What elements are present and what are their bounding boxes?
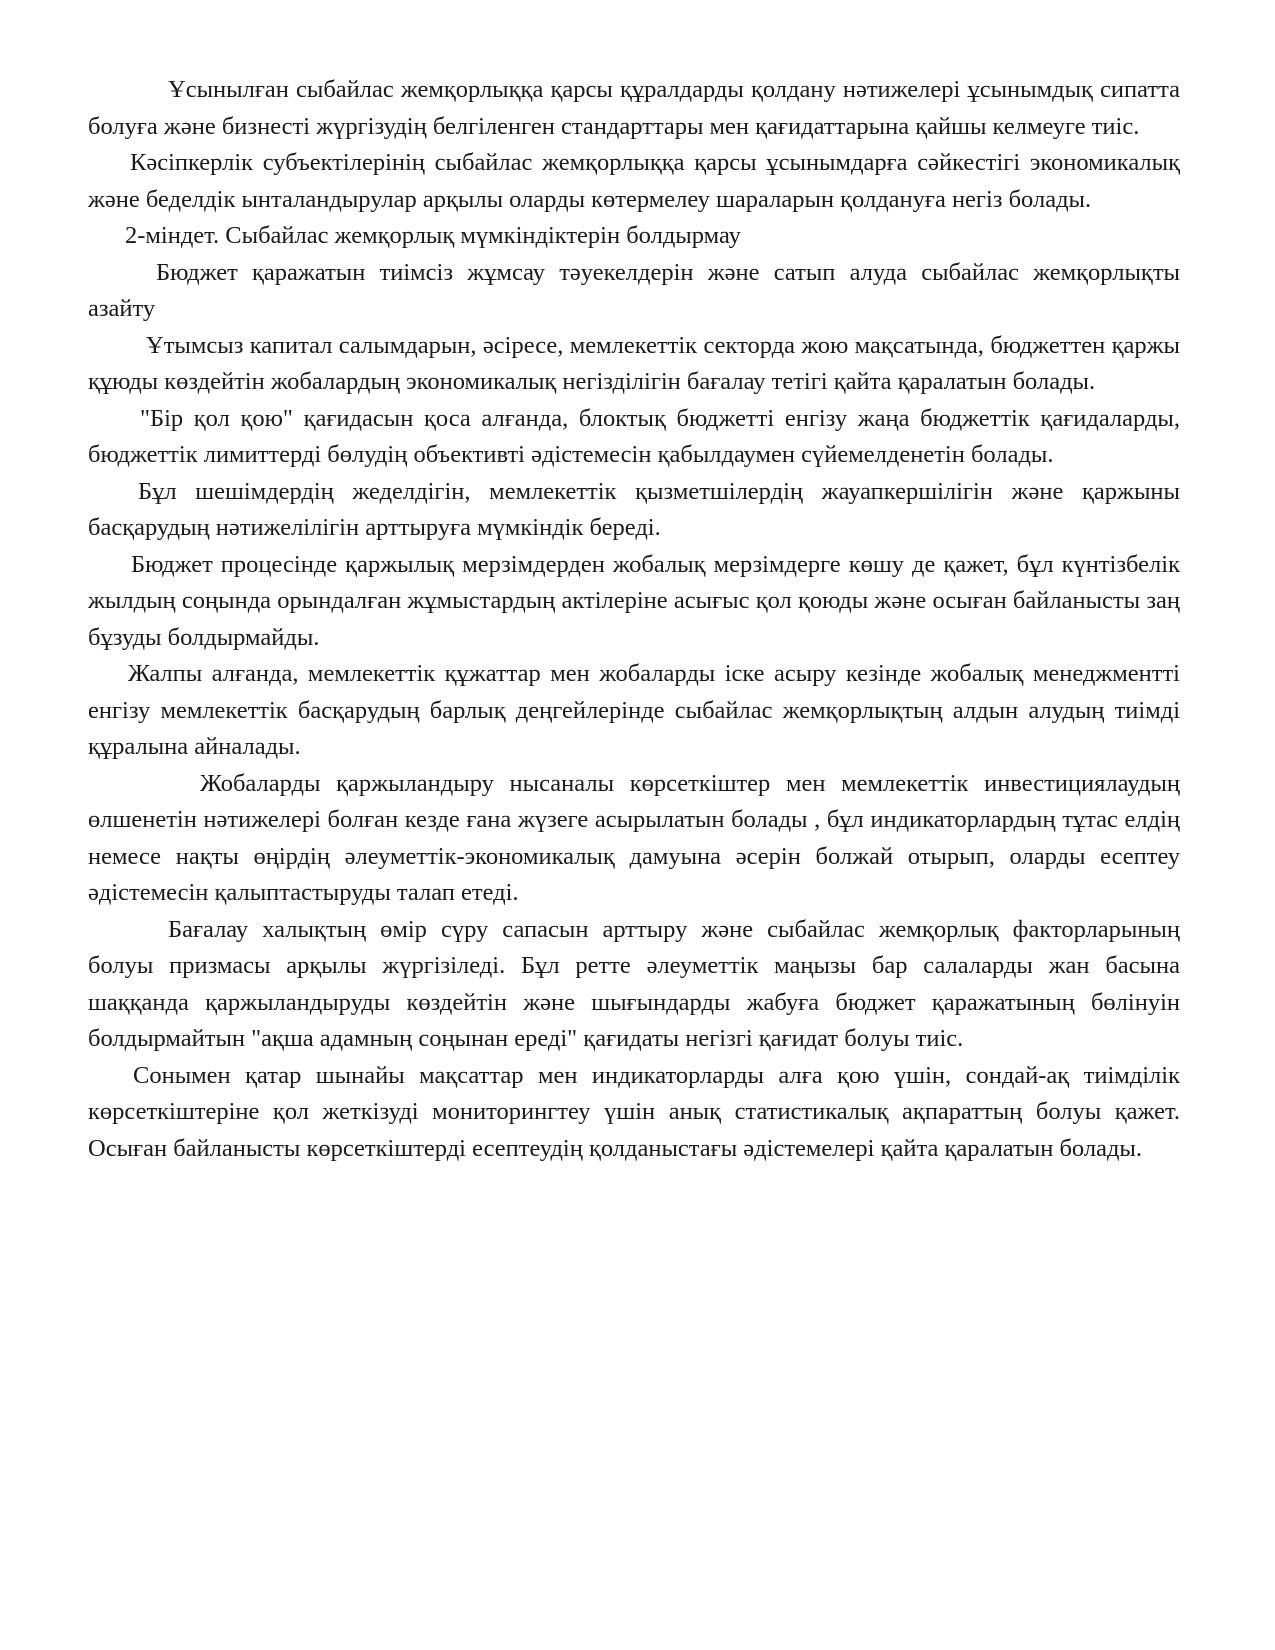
paragraph-project-financing: Жобаларды қаржыландыру нысаналы көрсеткіштер мен мемлекеттік инвестициялаудың өлшенетін нәтижелері болған кезде ғана жүзеге асырылатын болады , бұл индикаторлардың тұтас елдің немесе нақты өңірдің әлеуметтік-экономикалық дамуына әсерін болжай отырып, оларды есептеу әдістемесін қалыптастыруды талап етеді.	[88, 769, 1180, 906]
task-heading: 2-міндет. Сыбайлас жемқорлық мүмкіндіктерін болдырмау	[125, 222, 741, 249]
paragraph-decision-speed: Бұл шешімдердің жеделдігін, мемлекеттік қызметшілердің жауапкершілігін және қаржыны басқарудың нәтижелілігін арттыруға мүмкіндік береді.	[88, 477, 1180, 541]
paragraph-budget-process: Бюджет процесінде қаржылық мерзімдерден жобалық мерзімдерге көшу де қажет, бұл күнтізбелік жылдың соңында орындалған жұмыстардың актілеріне асығыс қол қоюды және осыған байланысты заң бұзуды болдырмайды.	[88, 550, 1180, 651]
paragraph-budget-risks: Бюджет қаражатын тиімсіз жұмсау тәуекелдерін және сатып алуда сыбайлас жемқорлықты азайту	[88, 258, 1180, 322]
paragraph-single-signature: "Бір қол қою" қағидасын қоса алғанда, блоктық бюджетті енгізу жаңа бюджеттік қағидаларды, бюджеттік лимиттерді бөлудің объективті әдістемесін қабылдаумен сүйемелденетін болады.	[88, 404, 1180, 468]
paragraph-capital-investments: Ұтымсыз капитал салымдарын, әсіресе, мемлекеттік секторда жою мақсатында, бюджеттен қаржы құюды көздейтін жобалардың экономикалық негізділігін бағалау тетігі қайта қаралатын болады.	[88, 331, 1180, 395]
paragraph-project-management: Жалпы алғанда, мемлекеттік құжаттар мен жобаларды іске асыру кезінде жобалық менеджментті енгізу мемлекеттік басқарудың барлық деңгейлерінде сыбайлас жемқорлықтың алдын алудың тиімді құралына айналады.	[88, 660, 1180, 760]
paragraph-entrepreneur-compliance: Кәсіпкерлік субъектілерінің сыбайлас жемқорлыққа қарсы ұсынымдарға сәйкестігі экономикалық және беделдік ынталандырулар арқылы оларды көтермелеу шараларын қолдануға негіз болады.	[88, 149, 1180, 213]
document-body	[88, 72, 1180, 1167]
paragraph-anti-corruption-tools: Ұсынылған сыбайлас жемқорлыққа қарсы құралдарды қолдану нәтижелері ұсынымдық сипатта болуға және бизнесті жүргізудің белгіленген стандарттары мен қағидаттарына қайшы келмеуге тиіс.	[88, 76, 1180, 140]
paragraph-statistics: Сонымен қатар шынайы мақсаттар мен индикаторларды алға қою үшін, сондай-ақ тиімділік көрсеткіштеріне қол жеткізуді мониторингтеу үшін анық статистикалық ақпараттың болуы қажет. Осыған байланысты көрсеткіштерді есептеудің қолданыстағы әдістемелері қайта қаралатын болады.	[88, 1061, 1180, 1162]
paragraph-evaluation: Бағалау халықтың өмір сүру сапасын арттыру және сыбайлас жемқорлық факторларының болуы призмасы арқылы жүргізіледі. Бұл ретте әлеуметтік маңызы бар салаларды жан басына шаққанда қаржыландыруды көздейтін және шығындарды жабуға бюджет қаражатының бөлінуін болдырмайтын "ақша адамның соңынан ереді" қағидаты негізгі қағидат болуы тиіс.	[88, 915, 1180, 1052]
